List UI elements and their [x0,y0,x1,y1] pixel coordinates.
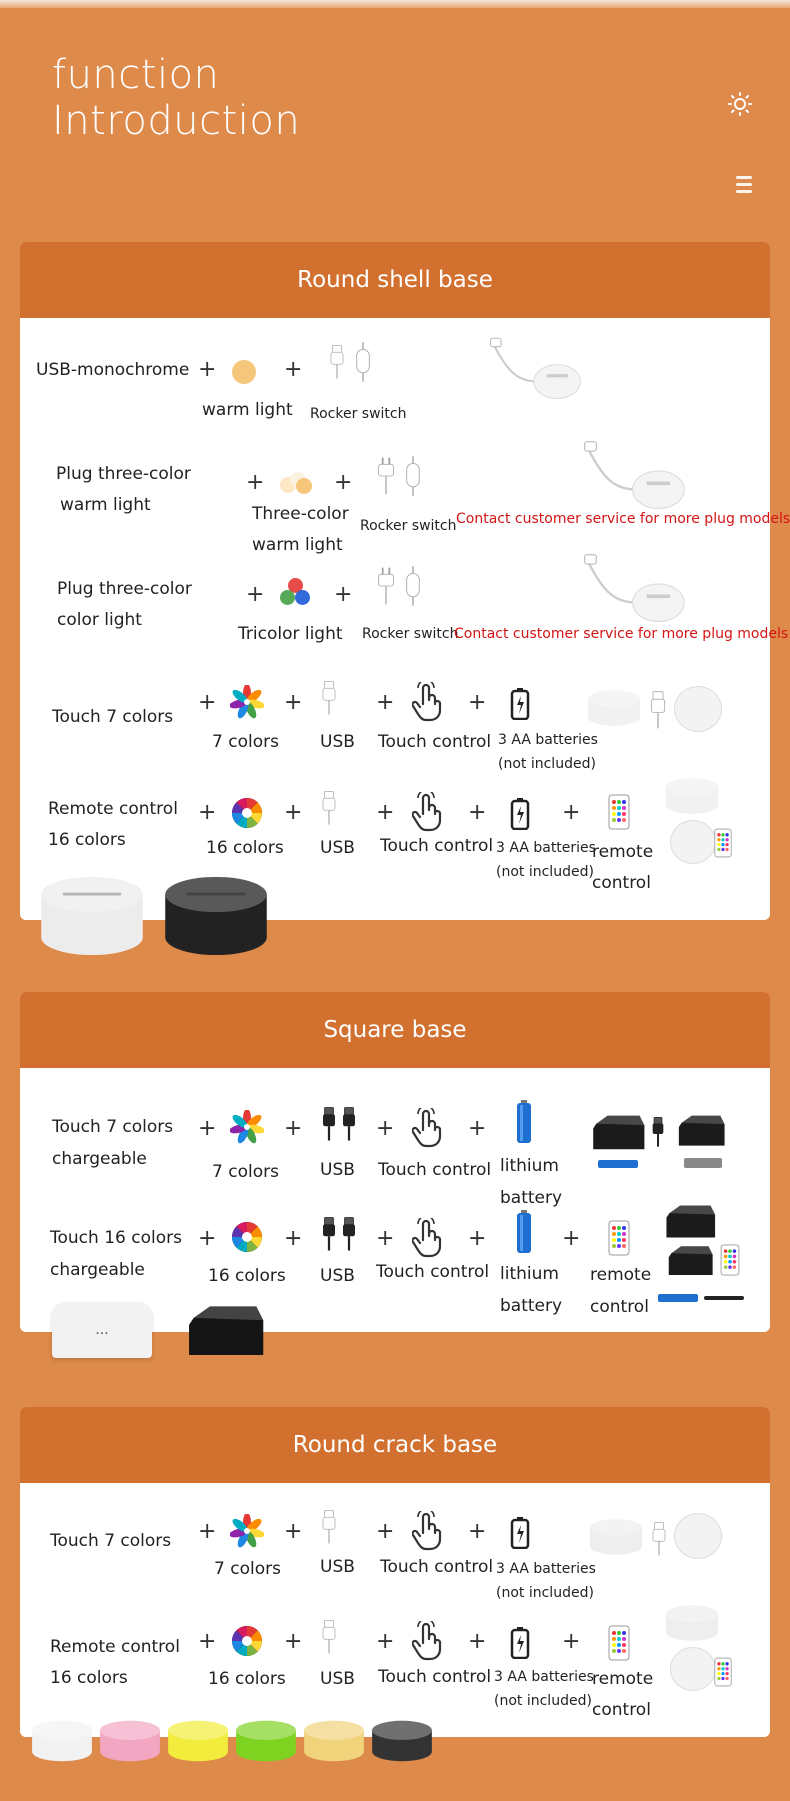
not-included-label: (not included) [496,1585,594,1601]
warm-light-label-2: warm light [252,535,343,555]
remote-control-label: Remote control [48,799,178,819]
rocker-switch-icon [404,564,422,608]
rocker-switch-label: Rocker switch [310,406,407,422]
plus-sign: + [246,582,265,607]
usb-monochrome-label: USB-monochrome [36,360,190,380]
not-included-label: (not included) [496,864,594,880]
plus-sign: + [284,800,303,825]
battery-icon [510,688,530,720]
warm-light-label: warm light [202,400,293,420]
touch-hand-icon [412,1621,442,1661]
top-strip [0,0,790,8]
seven-colors-icon [230,1110,264,1144]
plus-sign: + [284,1629,303,1654]
white-round-base-image [38,875,146,957]
plus-sign: + [198,1629,217,1654]
touch-7-colors-label: Touch 7 colors [52,707,174,727]
white-base-image [664,776,720,816]
plus-sign: + [468,1116,487,1141]
remote-image [720,1244,740,1276]
touch-hand-icon [412,1511,442,1551]
touch-hand-icon [412,792,442,832]
base-bottom-image [670,1647,716,1691]
sixteen-colors-label: 16 colors [208,1669,286,1689]
crack-base-image [98,1715,162,1767]
plus-sign: + [246,470,265,495]
touch-hand-icon [412,682,442,722]
usb-cable-icon [320,1505,338,1549]
plus-sign: + [468,800,487,825]
square-base-back-image [666,1244,714,1280]
usb-plug-icon [328,340,346,384]
battery-image [658,1294,698,1302]
touch-16-colors-label: Touch 16 colors [50,1228,182,1248]
plus-sign: + [284,690,303,715]
crack-base-image [302,1715,366,1767]
usb-label: USB [320,1160,355,1180]
touch-control-label: Touch control [380,836,494,856]
remote-control-icon [608,1220,630,1256]
touch-7-colors-label: Touch 7 colors [50,1531,172,1551]
batteries-label: 3 AA batteries [498,732,598,748]
touch-control-label: Touch control [376,1262,490,1282]
crack-base-image [30,1715,94,1767]
plus-sign: + [468,1519,487,1544]
lithium-label: lithium [500,1156,559,1176]
plus-sign: + [562,1629,581,1654]
battery-icon [510,1627,530,1659]
white-base-image [586,688,642,728]
plus-sign: + [198,800,217,825]
touch-control-label: Touch control [378,1160,492,1180]
cable-image [650,1112,666,1152]
sixteen-colors-sublabel: 16 colors [48,830,126,850]
tricolor-light-label: Tricolor light [238,624,343,644]
white-square-base-image: ... [52,1302,152,1358]
black-square-base-image [662,1204,718,1242]
battery-icon [510,798,530,830]
white-crack-base-image [588,1517,644,1557]
contact-note: Contact customer service for more plug models [454,626,789,642]
plus-sign: + [198,1519,217,1544]
contact-note: Contact customer service for more plug models [456,511,790,527]
remote-label: remote [592,842,654,862]
plus-sign: + [198,357,217,382]
plus-sign: + [376,1226,395,1251]
battery-label: battery [500,1296,563,1316]
batteries-label: 3 AA batteries [496,840,596,856]
usb-label: USB [320,1557,355,1577]
touch-control-label: Touch control [378,732,492,752]
black-round-base-image [162,875,270,957]
black-square-base-image [588,1114,648,1154]
crack-base-image [166,1715,230,1767]
battery-cover-image [684,1158,722,1168]
battery-icon [510,1517,530,1549]
crack-base-image [234,1715,298,1767]
lithium-label: lithium [500,1264,559,1284]
lithium-battery-icon [516,1210,532,1254]
round-shell-card [20,242,790,920]
sixteen-colors-icon [230,1220,264,1254]
seven-colors-label: 7 colors [212,732,279,752]
square-base-back-image [676,1112,726,1152]
usb-label: USB [320,1266,355,1286]
touch-7-colors-label: Touch 7 colors [52,1117,174,1137]
battery-image [598,1160,638,1168]
usb-cable-image [650,1519,668,1559]
title-line-1: function [52,52,220,98]
seven-colors-label: 7 colors [214,1559,281,1579]
three-color-warm-icon [280,472,312,494]
plus-sign: + [198,1226,217,1251]
sixteen-colors-label: 16 colors [208,1266,286,1286]
plug-lamp-image [580,437,690,519]
touch-control-label: Touch control [378,1667,492,1687]
sun-icon [728,92,752,116]
seven-colors-label: 7 colors [212,1162,279,1182]
usb-cable-icon [320,1212,338,1256]
batteries-label: 3 AA batteries [494,1669,594,1685]
plus-sign: + [468,1629,487,1654]
touch-hand-icon [412,1108,442,1148]
base-bottom-image [674,686,722,732]
page-title [52,52,300,144]
plus-sign: + [284,1519,303,1544]
batteries-label: 3 AA batteries [496,1561,596,1577]
touch-hand-icon [412,1218,442,1258]
plus-sign: + [376,690,395,715]
round-crack-card [20,1407,770,1737]
plus-sign: + [562,1226,581,1251]
not-included-label: (not included) [498,756,596,772]
plug-lamp-image [580,550,690,632]
usb-cable-icon [320,1102,338,1146]
remote-label: remote [592,1669,654,1689]
not-included-label: (not included) [494,1693,592,1709]
usb-cable-icon [340,1212,358,1256]
control-label: control [592,873,651,893]
usb-cable-icon [320,1615,338,1659]
remote-image [714,1657,732,1687]
plus-sign: + [562,800,581,825]
crack-base-image [370,1715,434,1767]
title-line-2: Introduction [52,98,301,144]
plus-sign: + [284,357,303,382]
remote-control-icon [608,1625,630,1661]
base-bottom-image [670,820,716,864]
plus-sign: + [284,1116,303,1141]
control-label: control [590,1297,649,1317]
plus-sign: + [376,1519,395,1544]
remote-control-label: Remote control [50,1637,180,1657]
warm-light-icon [232,360,256,384]
plus-sign: + [376,1629,395,1654]
cable-image [704,1296,744,1300]
round-shell-title: Round shell base [20,242,770,318]
chargeable-label: chargeable [52,1149,147,1169]
usb-cable-icon [340,1102,358,1146]
usb-label: USB [320,1669,355,1689]
lamp-base-cord-image [486,334,586,408]
seven-colors-icon [230,685,264,719]
plus-sign: + [198,1116,217,1141]
plus-sign: + [376,800,395,825]
plus-sign: + [334,582,353,607]
warm-light-sublabel: warm light [60,495,151,515]
round-crack-title: Round crack base [20,1407,770,1483]
plus-sign: + [376,1116,395,1141]
usb-label: USB [320,732,355,752]
plus-sign: + [468,690,487,715]
battery-label: battery [500,1188,563,1208]
sixteen-colors-label: 16 colors [206,838,284,858]
plug-three-color-label: Plug three-color [56,464,191,484]
control-label: control [592,1700,651,1720]
seven-colors-icon [230,1514,264,1548]
sixteen-colors-icon [230,1624,264,1658]
square-base-title: Square base [20,992,770,1068]
sixteen-colors-icon [230,796,264,830]
plus-sign: + [198,690,217,715]
remote-label: remote [590,1265,652,1285]
plus-sign: + [284,1226,303,1251]
white-crack-base-image [664,1603,720,1643]
rgb-light-icon [280,578,310,608]
rocker-switch-icon [354,340,372,384]
base-bottom-image [674,1513,722,1559]
touch-control-label: Touch control [380,1557,494,1577]
usb-cable-image [648,690,668,730]
remote-image [714,828,732,858]
usb-label: USB [320,838,355,858]
chargeable-label: chargeable [50,1260,145,1280]
rocker-switch-label: Rocker switch [360,518,457,534]
square-base-card [20,992,770,1338]
sixteen-colors-sublabel: 16 colors [50,1668,128,1688]
lithium-battery-icon [516,1100,532,1144]
plug-three-color-label: Plug three-color [57,579,192,599]
remote-control-icon [608,794,630,830]
three-color-label: Three-color [252,504,349,524]
plus-sign: + [468,1226,487,1251]
rocker-switch-icon [404,454,422,498]
menu-lines-icon [736,176,752,197]
black-square-base-image [172,1304,278,1362]
usb-cable-icon [320,676,338,720]
wall-plug-icon [376,564,396,608]
plus-sign: + [334,470,353,495]
usb-cable-icon [320,786,338,830]
color-light-sublabel: color light [57,610,142,630]
wall-plug-icon [376,454,396,498]
rocker-switch-label: Rocker switch [362,626,459,642]
